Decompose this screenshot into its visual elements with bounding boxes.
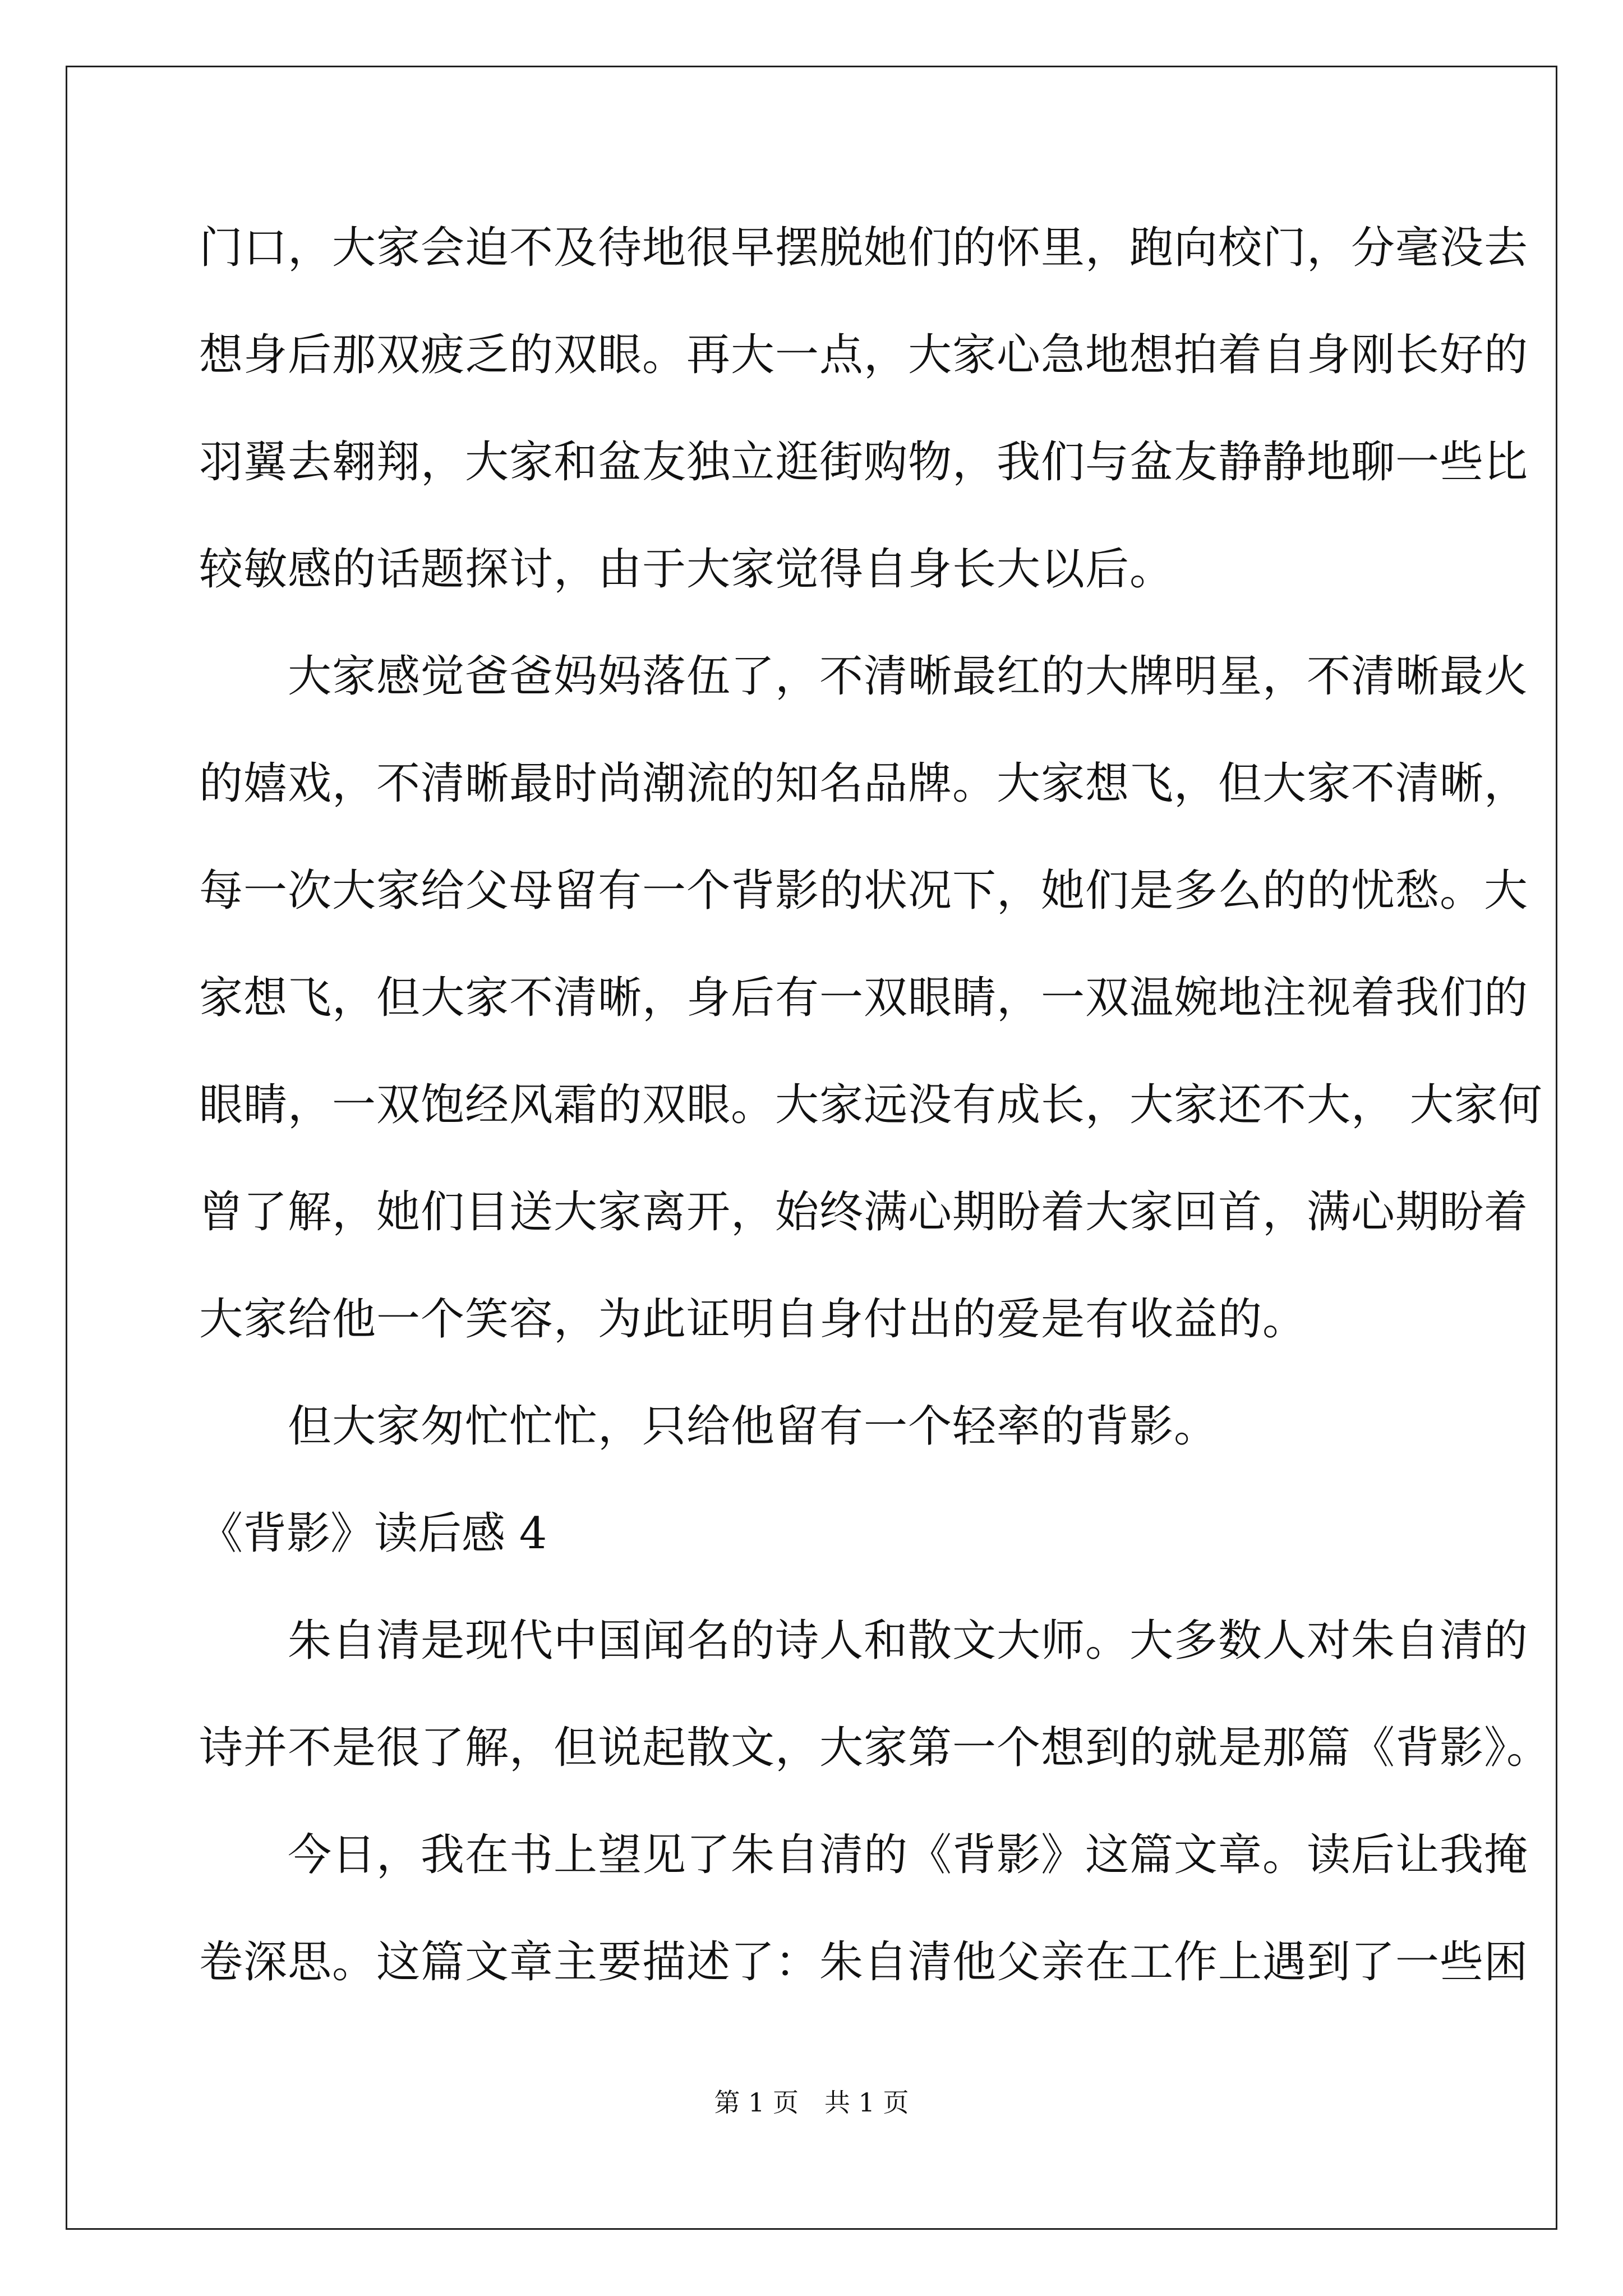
- text-line: 曾了解，她们目送大家离开，始终满心期盼着大家回首，满心期盼着: [199, 1187, 1529, 1237]
- text-line: 眼睛，一双饱经风霜的双眼。大家远没有成长，大家还不大， 大家何: [199, 1080, 1543, 1130]
- text-line: 卷深思。这篇文章主要描述了：朱自清他父亲在工作上遇到了一些困: [199, 1937, 1529, 1987]
- text-line: 大家感觉爸爸妈妈落伍了，不清晰最红的大牌明星，不清晰最火: [199, 651, 1529, 702]
- text-line: 家想飞，但大家不清晰，身后有一双眼睛，一双温婉地注视着我们的: [199, 973, 1529, 1023]
- page-number-footer: 第 1 页 共 1 页: [714, 2087, 909, 2118]
- text-line: 今日，我在书上望见了朱自清的《背影》这篇文章。读后让我掩: [199, 1830, 1529, 1880]
- text-line: 的嬉戏，不清晰最时尚潮流的知名品牌。大家想飞，但大家不清晰，: [199, 758, 1529, 809]
- text-line: 较敏感的话题探讨，由于大家觉得自身长大以后。: [199, 544, 1174, 595]
- text-line: 大家给他一个笑容，为此证明自身付出的爱是有收益的。: [199, 1294, 1307, 1345]
- text-line: 每一次大家给父母留有一个背影的状况下，她们是多么的的忧愁。大: [199, 866, 1529, 916]
- text-line: 门口，大家会迫不及待地很早摆脱她们的怀里，跑向校门，分毫没去: [199, 223, 1529, 273]
- text-line: 想身后那双疲乏的双眼。再大一点，大家心急地想拍着自身刚长好的: [199, 330, 1529, 380]
- section-heading: 《背影》读后感 4: [199, 1508, 547, 1559]
- text-line: 朱自清是现代中国闻名的诗人和散文大师。大多数人对朱自清的: [199, 1616, 1529, 1666]
- text-line: 诗并不是很了解，但说起散文，大家第一个想到的就是那篇《背影》。: [199, 1723, 1551, 1773]
- text-line: 羽翼去翱翔，大家和盆友独立逛街购物，我们与盆友静静地聊一些比: [199, 437, 1529, 487]
- text-line: 但大家匆忙忙忙，只给他留有一个轻率的背影。: [199, 1401, 1219, 1452]
- page-border: [66, 66, 1557, 2230]
